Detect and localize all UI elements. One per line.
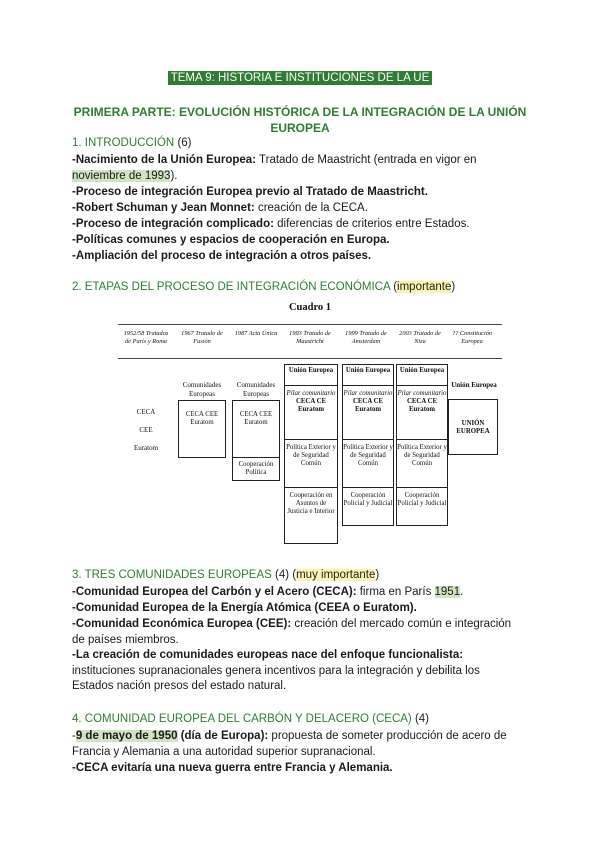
section-2-heading: 2. ETAPAS DEL PROCESO DE INTEGRACIÓN ECONÓMICA (importante) [72, 281, 456, 293]
c1-euratom: Euratom [133, 444, 159, 452]
c4-ue-box: Unión Europea Pilar comunitario CECA CE Euratom Política Exterior y de Seguridad Común Cooperación en Asuntos de Justicia e Interior [284, 364, 338, 544]
section-1-heading: 1. INTRODUCCIÓN (6) [72, 137, 192, 149]
s3-line-1: -Comunidad Europea del Carbón y el Acero (CECA): firma en París 1951. [72, 586, 464, 598]
section-4-heading: 4. COMUNIDAD EUROPEA DEL CARBÓN Y DELACERO (CECA) (4) [72, 713, 429, 725]
column-header: 1952/58 Tratados de París y Roma [123, 330, 169, 345]
column-header: ?? Constitución Europea [451, 330, 493, 345]
section-3-heading: 3. TRES COMUNIDADES EUROPEAS (4) (muy importante) [72, 569, 380, 581]
integration-stages-diagram [118, 300, 502, 545]
s1-line-2: -Proceso de integración Europea previo al Tratado de Maastricht. [72, 186, 428, 198]
s1-line-1: -Nacimiento de la Unión Europea: Tratado de Maastricht (entrada en vigor en noviembre de 1993). [72, 154, 477, 182]
c3-ce-box: CECA CEE Euratom [232, 400, 280, 458]
column-header: 1999 Tratado de Amsterdam [345, 330, 387, 345]
column-header: 1967 Tratado de Fusión [181, 330, 223, 345]
diagram-caption: Cuadro 1 [288, 302, 332, 313]
column-header: 1993 Tratado de Maastricht [289, 330, 331, 345]
column-header: 1987 Acta Única [234, 330, 278, 337]
s4-line-1: -9 de mayo de 1950 (día de Europa): propuesta de someter producción de acero de Francia y Alemania a una autoridad superior supranacional. [72, 730, 507, 758]
c6-ue-box: Unión Europea Pilar comunitario CECA CE Euratom Política Exterior y de Seguridad Común Cooperación Policial y Judicial [396, 364, 448, 526]
c1-ceca: CECA [136, 408, 156, 416]
part-heading: PRIMERA PARTE: EVOLUCIÓN HISTÓRICA DE LA INTEGRACIÓN DE LA UNIÓN EUROPEA [73, 105, 527, 135]
diagram-header-rule [118, 358, 502, 359]
s1-line-5: -Políticas comunes y espacios de cooperación en Europa. [72, 234, 390, 246]
c7-ue-label: Unión Europea [451, 381, 497, 389]
s3-line-4: -La creación de comunidades europeas nace del enfoque funcionalista: instituciones supranacionales genera incentivos para la integración y debilita los Estados nación presos del estado natural. [72, 649, 480, 692]
s3-line-3: -Comunidad Económica Europea (CEE): creación del mercado común e integración de países miembros. [72, 618, 512, 646]
s3-line-2: -Comunidad Europea de la Energía Atómica (CEEA o Euratom). [72, 602, 417, 614]
document-title: TEMA 9: HISTORIA E INSTITUCIONES DE LA UE [168, 71, 433, 85]
s1-line-4: -Proceso de integración complicado: diferencias de criterios entre Estados. [72, 218, 470, 230]
c1-cee: CEE [139, 426, 153, 434]
diagram-top-rule [118, 324, 502, 325]
s1-line-3: -Robert Schuman y Jean Monnet: creación de la CECA. [72, 202, 368, 214]
c3-coop-politica: Cooperación Política [232, 457, 280, 481]
c2-ce-label: Comunidades Europeas [182, 381, 222, 398]
s4-line-2: -CECA evitaría una nueva guerra entre Francia y Alemania. [72, 762, 393, 774]
c7-ue-final-box: UNIÓN EUROPEA [448, 399, 498, 455]
c2-ce-box: CECA CEE Euratom [178, 400, 226, 458]
column-header: 2003 Tratado de Niza [399, 330, 441, 345]
c5-ue-box: Unión Europea Pilar comunitario CECA CE Euratom Política Exterior y de Seguridad Común Cooperación Policial y Judicial [342, 364, 394, 526]
c3-ce-label: Comunidades Europeas [236, 381, 276, 398]
s1-line-6: -Ampliación del proceso de integración a otros países. [72, 250, 372, 262]
